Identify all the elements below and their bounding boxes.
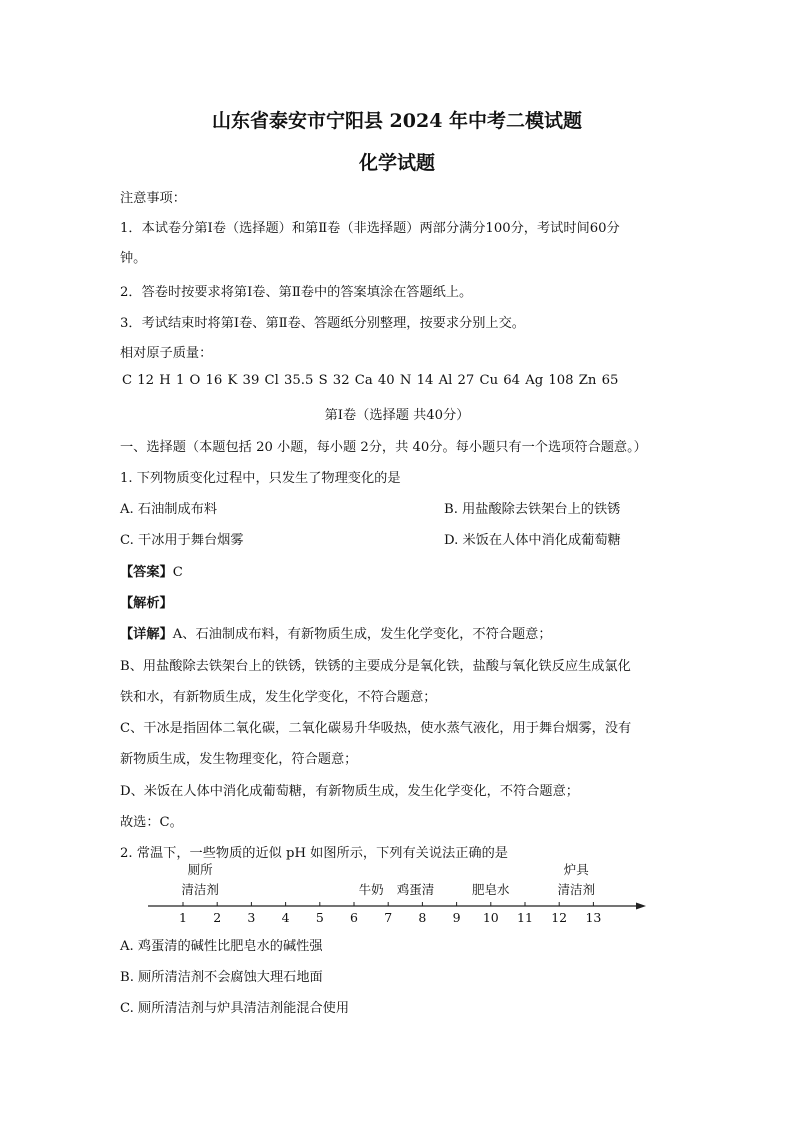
- explanation-line: 故选：C。: [120, 815, 183, 830]
- ph-axis-arrow: [636, 903, 646, 910]
- question-1-option-d: D. 米饭在人体中消化成葡萄糖: [444, 533, 621, 548]
- ph-scale-diagram: [140, 862, 660, 932]
- explanation-text: A、石油制成布料，有新物质生成，发生化学变化，不符合题意；: [172, 627, 552, 642]
- ph-tick-label: 8: [418, 910, 427, 925]
- atomic-mass-heading: 相对原子质量：: [120, 346, 213, 361]
- ph-tick-label: 4: [281, 910, 290, 925]
- ph-tick-label: 7: [384, 910, 393, 925]
- note-item: 3．考试结束时将第Ⅰ卷、第Ⅱ卷、答题纸分别整理，按要求分别上交。: [120, 316, 525, 331]
- ph-tick-label: 2: [213, 910, 222, 925]
- explanation-line: 铁和水，有新物质生成，发生化学变化，不符合题意；: [120, 690, 437, 705]
- note-item: 2．答卷时按要求将第Ⅰ卷、第Ⅱ卷中的答案填涂在答题纸上。: [120, 285, 473, 300]
- explanation-line: 新物质生成，发生物理变化，符合题意；: [120, 752, 358, 767]
- ph-substance-label: 炉具: [563, 862, 589, 877]
- ph-tick-label: 6: [350, 910, 358, 925]
- ph-substance-label: 鸡蛋清: [396, 882, 435, 897]
- ph-substance-label: 厕所: [187, 862, 213, 877]
- ph-substance-label: 清洁剂: [557, 882, 596, 897]
- ph-tick-label: 9: [452, 910, 461, 925]
- ph-substance-label: 牛奶: [358, 882, 384, 897]
- question-1-option-c: C. 干冰用于舞台烟雾: [120, 533, 244, 548]
- ph-substance-label: 肥皂水: [472, 882, 510, 897]
- ph-tick-label: 10: [482, 910, 499, 925]
- ph-tick-label: 5: [315, 910, 324, 925]
- note-item: 钟。: [120, 251, 147, 266]
- answer-value: C: [172, 565, 183, 580]
- ph-tick-label: 12: [551, 910, 568, 925]
- explanation-line: C、干冰是指固体二氧化碳，二氧化碳易升华吸热，使水蒸气液化，用于舞台烟雾，没有: [120, 721, 632, 736]
- question-2-option-a: A. 鸡蛋清的碱性比肥皂水的碱性强: [120, 939, 323, 954]
- notes-heading: 注意事项：: [120, 191, 186, 206]
- question-1-answer: [120, 561, 183, 580]
- ph-tick-label: 13: [585, 910, 602, 925]
- explanation-line: [120, 623, 552, 642]
- exam-title: 山东省泰安市宁阳县 2024 年中考二模试题: [211, 110, 583, 132]
- explanation-line: D、米饭在人体中消化成葡萄糖，有新物质生成，发生化学变化，不符合题意；: [120, 784, 579, 799]
- question-2-stem: 2. 常温下，一些物质的近似 pH 如图所示，下列有关说法正确的是: [120, 846, 508, 861]
- question-1-option-a: A. 石油制成布料: [120, 502, 218, 517]
- exam-subtitle: 化学试题: [358, 152, 435, 174]
- ph-tick-label: 1: [179, 910, 187, 925]
- section-instruction: 一、选择题（本题包括 20 小题，每小题 2分，共 40分。每小题只有一个选项符合题意。）: [120, 440, 647, 455]
- section-title: 第Ⅰ卷（选择题 共40分）: [324, 408, 470, 423]
- ph-substance-label: 清洁剂: [181, 882, 219, 897]
- atomic-mass-list: C 12 H 1 O 16 K 39 Cl 35.5 S 32 Ca 40 N 14 Al 27 Cu 64 Ag 108 Zn 65: [122, 373, 619, 388]
- answer-label: 【答案】: [120, 565, 173, 580]
- ph-tick-label: 11: [517, 910, 533, 925]
- question-1-option-b: B. 用盐酸除去铁架台上的铁锈: [444, 502, 621, 517]
- question-1-stem: 1. 下列物质变化过程中，只发生了物理变化的是: [120, 471, 401, 486]
- question-2-option-b: B. 厕所清洁剂不会腐蚀大理石地面: [120, 970, 323, 985]
- question-2-option-c: C. 厕所清洁剂与炉具清洁剂能混合使用: [120, 1001, 350, 1016]
- explanation-line: B、用盐酸除去铁架台上的铁锈，铁锈的主要成分是氧化铁，盐酸与氧化铁反应生成氯化: [120, 659, 631, 674]
- note-item: 1．本试卷分第Ⅰ卷（选择题）和第Ⅱ卷（非选择题）两部分满分100分，考试时间60分: [120, 221, 620, 236]
- detail-label: 【详解】: [120, 627, 173, 642]
- ph-tick-label: 3: [247, 910, 256, 925]
- analysis-label: 【解析】: [120, 596, 173, 611]
